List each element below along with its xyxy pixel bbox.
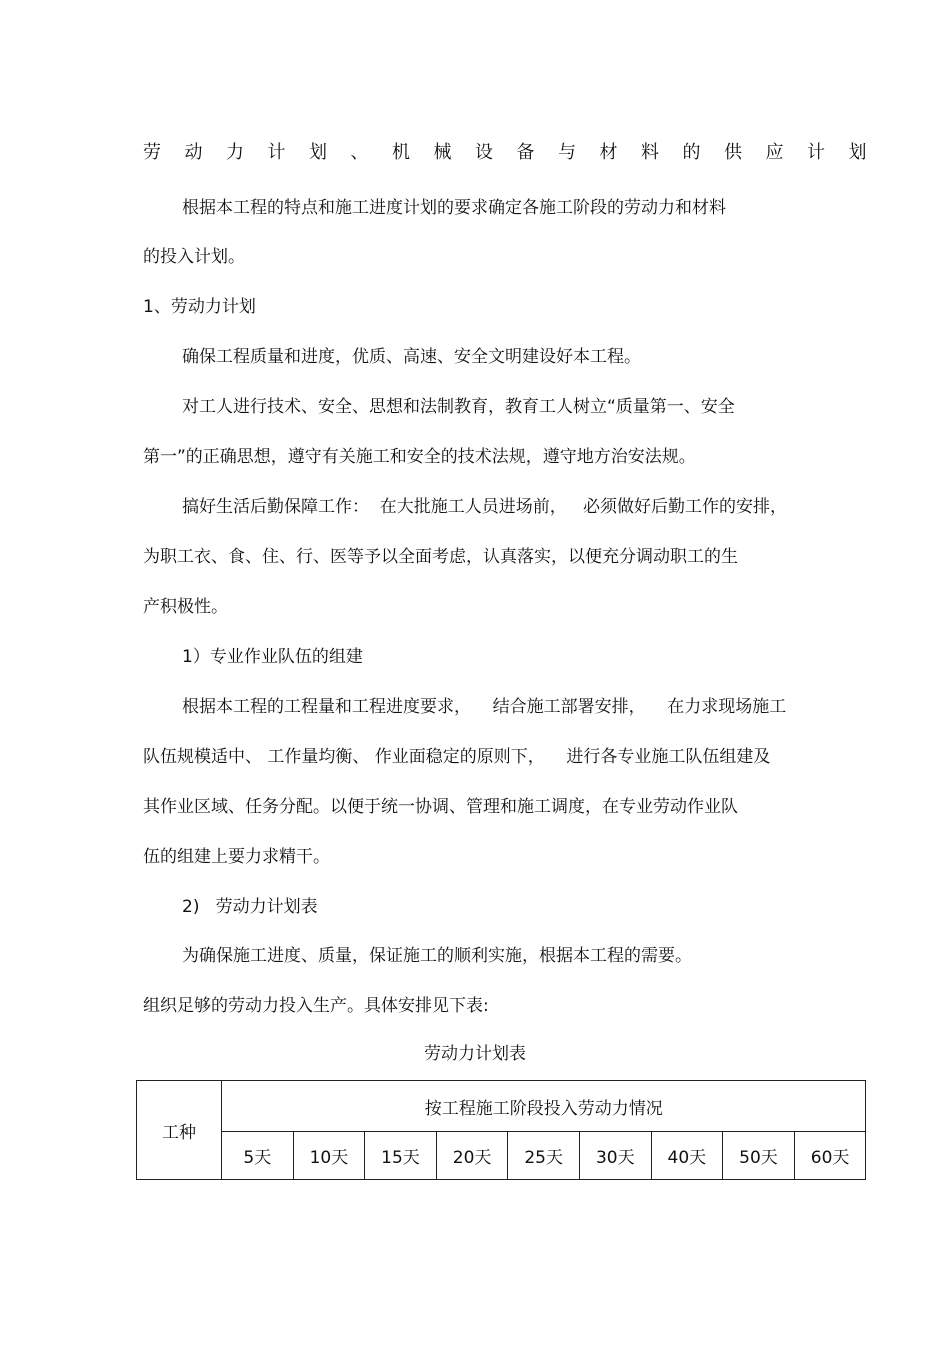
paragraph-table-intro-line2: 组织足够的劳动力投入生产。具体安排见下表:	[143, 996, 489, 1016]
subheading-labor-table: 2) 劳动力计划表	[182, 897, 318, 917]
labor-plan-table	[136, 1080, 866, 1180]
table-header-day: 5天	[222, 1132, 294, 1180]
section-heading-labor-plan: 1、劳动力计划	[143, 297, 256, 317]
paragraph-intro-line1: 根据本工程的特点和施工进度计划的要求确定各施工阶段的劳动力和材料	[182, 198, 726, 218]
table-header-day: 60天	[794, 1132, 866, 1180]
table-header-day: 15天	[365, 1132, 437, 1180]
table-header-day: 20天	[436, 1132, 508, 1180]
table-header-worktype: 工种	[137, 1081, 222, 1180]
paragraph-education-line1: 对工人进行技术、安全、思想和法制教育，教育工人树立“质量第一、安全	[182, 397, 735, 417]
paragraph-team-line4: 伍的组建上要力求精干。	[143, 847, 330, 867]
paragraph-quality: 确保工程质量和进度，优质、高速、安全文明建设好本工程。	[182, 347, 641, 367]
subheading-team-formation: 1）专业作业队伍的组建	[182, 647, 363, 667]
paragraph-team-line2: 队伍规模适中、 工作量均衡、 作业面稳定的原则下， 进行各专业施工队伍组建及	[143, 747, 771, 767]
paragraph-intro-line2: 的投入计划。	[143, 247, 245, 267]
paragraph-table-intro-line1: 为确保施工进度、质量，保证施工的顺利实施，根据本工程的需要。	[182, 946, 692, 966]
table-header-row	[137, 1081, 866, 1132]
table-header-day: 30天	[579, 1132, 651, 1180]
paragraph-logistics-line2: 为职工衣、食、住、行、医等予以全面考虑，认真落实，以便充分调动职工的生	[143, 547, 738, 567]
table-header-days-row	[137, 1132, 866, 1180]
table-header-stage-group: 按工程施工阶段投入劳动力情况	[222, 1081, 866, 1132]
table-header-day: 40天	[651, 1132, 723, 1180]
paragraph-team-line3: 其作业区域、任务分配。以便于统一协调、管理和施工调度，在专业劳动作业队	[143, 797, 738, 817]
table-header-day: 10天	[293, 1132, 365, 1180]
paragraph-logistics-line1: 搞好生活后勤保障工作： 在大批施工人员进场前， 必须做好后勤工作的安排，	[182, 497, 788, 517]
table-header-day: 50天	[723, 1132, 795, 1180]
table-header-day: 25天	[508, 1132, 580, 1180]
table-caption: 劳动力计划表	[424, 1044, 526, 1064]
paragraph-logistics-line3: 产积极性。	[143, 597, 228, 617]
paragraph-team-line1: 根据本工程的工程量和工程进度要求， 结合施工部署安排， 在力求现场施工	[182, 697, 787, 717]
paragraph-education-line2: 第一”的正确思想，遵守有关施工和安全的技术法规，遵守地方治安法规。	[143, 447, 696, 467]
document-title: 劳动力计划、机械设备与材料的供应计划	[143, 142, 890, 163]
